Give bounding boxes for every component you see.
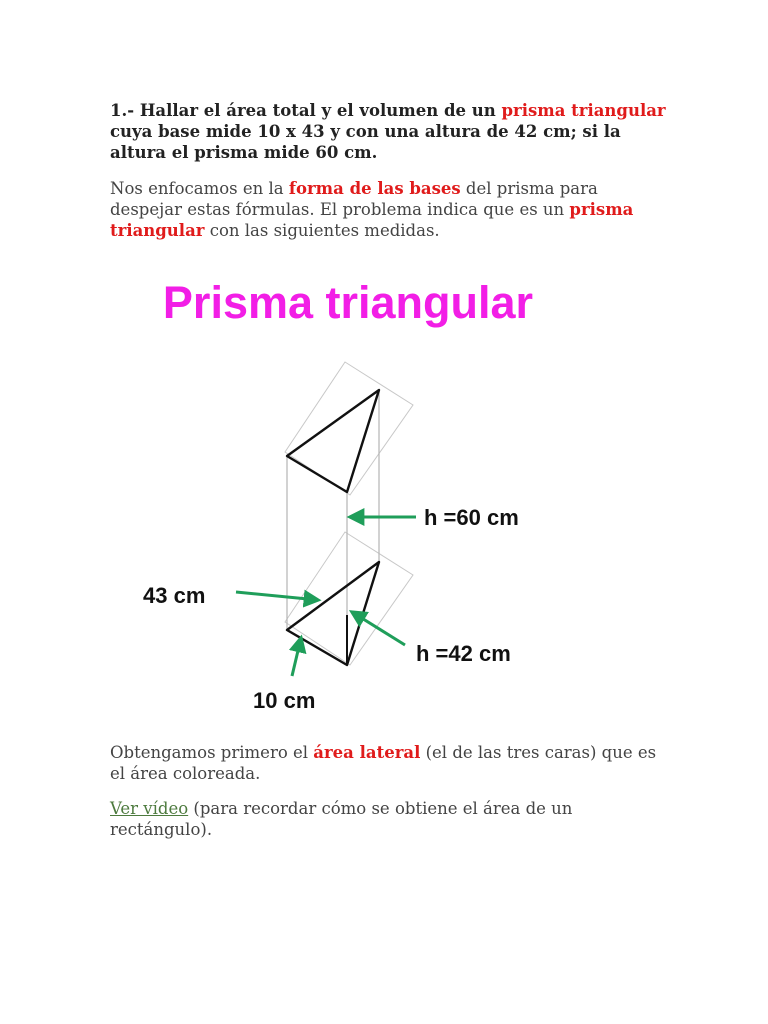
intro-highlight-bases: forma de las bases: [288, 179, 461, 198]
lateral-highlight: área lateral: [313, 743, 421, 762]
prism-figure: [0, 260, 768, 730]
lateral-text-2: (el de las tres caras) que es el área coloreada.: [110, 743, 657, 783]
label-h60: h =60 cm: [424, 505, 519, 530]
label-43: 43 cm: [143, 583, 206, 608]
top-cut-plane: [285, 362, 413, 495]
problem-highlight-prisma: prisma triangular: [501, 101, 666, 120]
lateral-area-paragraph: [110, 742, 670, 784]
label-h42: h =42 cm: [416, 641, 511, 666]
intro-text-3: con las siguientes medidas.: [204, 221, 440, 240]
video-text: (para recordar cómo se obtiene el área de un rectángulo).: [110, 799, 573, 839]
problem-text-2: cuya base mide 10 x 43 y con una altura de 42 cm; si la altura el prisma mide 60 cm.: [110, 122, 621, 162]
problem-text-1: 1.- Hallar el área total y el volumen de un: [110, 101, 502, 120]
intro-text-1: Nos enfocamos en la: [110, 179, 289, 198]
video-paragraph: [110, 798, 670, 840]
arrow-43: [236, 592, 318, 600]
arrow-h42: [352, 612, 405, 645]
intro-highlight-prisma: prisma triangular: [110, 200, 634, 240]
ver-video-link[interactable]: Ver vídeo: [110, 799, 189, 818]
bottom-triangle-base: [287, 562, 379, 665]
top-triangle-base: [287, 390, 379, 492]
prism-diagram: [0, 260, 768, 730]
problem-statement: [110, 100, 670, 163]
lateral-text-1: Obtengamos primero el: [110, 743, 314, 762]
intro-paragraph: [110, 178, 670, 241]
label-10: 10 cm: [253, 688, 316, 713]
figure-title: Prisma triangular: [162, 277, 534, 328]
arrow-10: [292, 638, 301, 676]
cut-planes: [285, 362, 413, 665]
intro-text-2: del prisma para despejar estas fórmulas. El problema indica que es un: [110, 179, 598, 219]
